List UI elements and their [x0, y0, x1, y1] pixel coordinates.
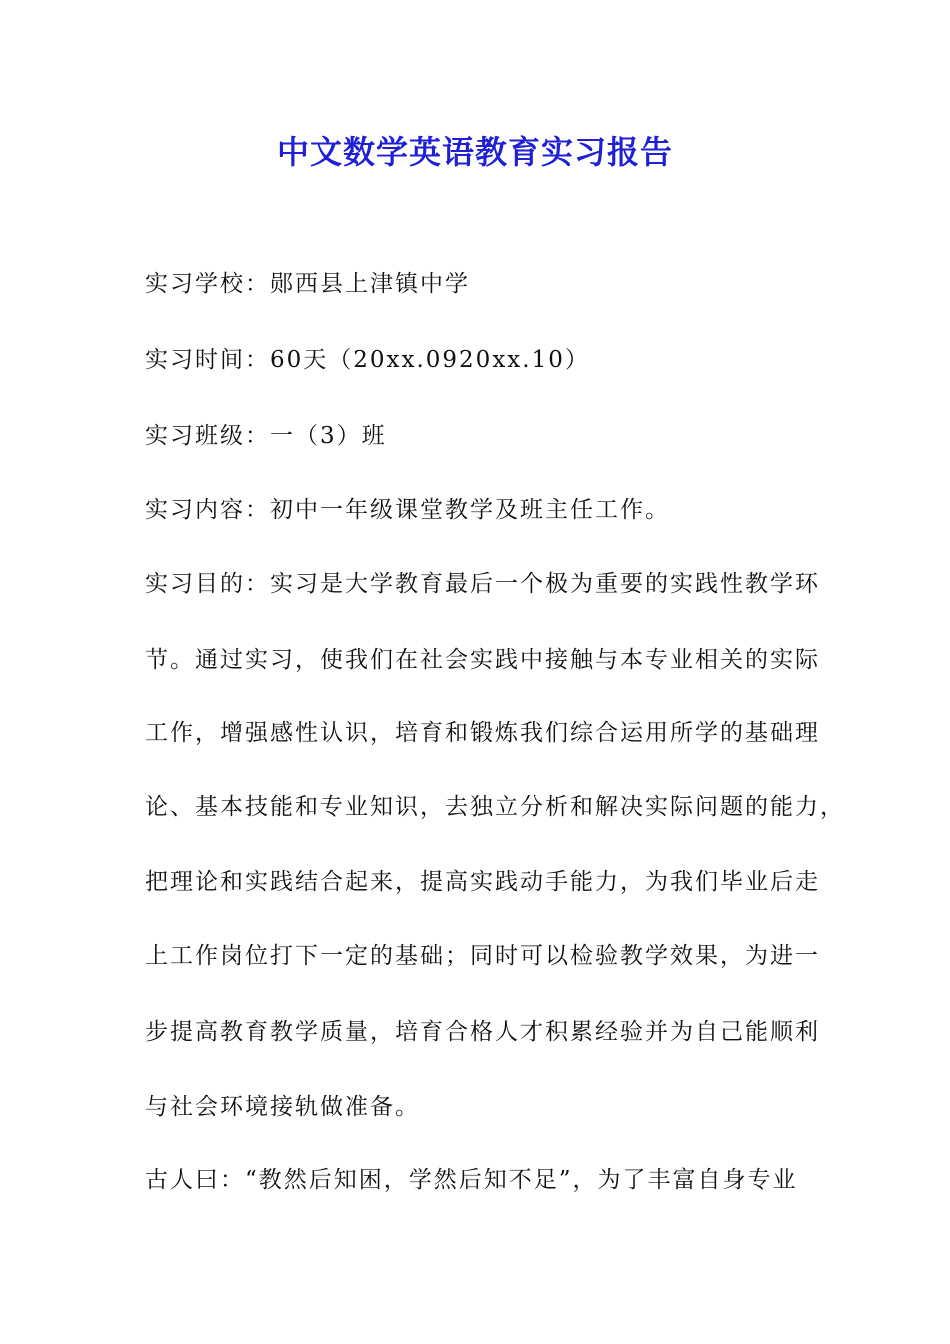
paragraph-line: 与社会环境接轨做准备。 — [145, 1094, 420, 1120]
info-school: 实习学校：郧西县上津镇中学 — [145, 271, 470, 297]
paragraph-line: 论、基本技能和专业知识，去独立分析和解决实际问题的能力， — [145, 794, 845, 820]
paragraph-line: 把理论和实践结合起来，提高实践动手能力，为我们毕业后走 — [145, 869, 820, 895]
paragraph-line: 节。通过实习，使我们在社会实践中接触与本专业相关的实际 — [145, 647, 820, 673]
document-title: 中文数学英语教育实习报告 — [276, 133, 673, 171]
info-class: 实习班级：一（3）班 — [145, 423, 387, 449]
paragraph-line: 步提高教育教学质量，培育合格人才积累经验并为自己能顺利 — [145, 1019, 820, 1045]
paragraph-line: 古人曰：“教然后知困，学然后知不足”，为了丰富自身专业 — [145, 1167, 798, 1193]
info-time: 实习时间：60天（20xx.0920xx.10） — [145, 347, 590, 373]
paragraph-line: 上工作岗位打下一定的基础；同时可以检验教学效果，为进一 — [145, 943, 820, 969]
paragraph-line: 工作，增强感性认识，培育和锻炼我们综合运用所学的基础理 — [145, 720, 820, 746]
paragraph-line: 实习目的：实习是大学教育最后一个极为重要的实践性教学环 — [145, 571, 820, 597]
info-content: 实习内容：初中一年级课堂教学及班主任工作。 — [145, 497, 670, 523]
